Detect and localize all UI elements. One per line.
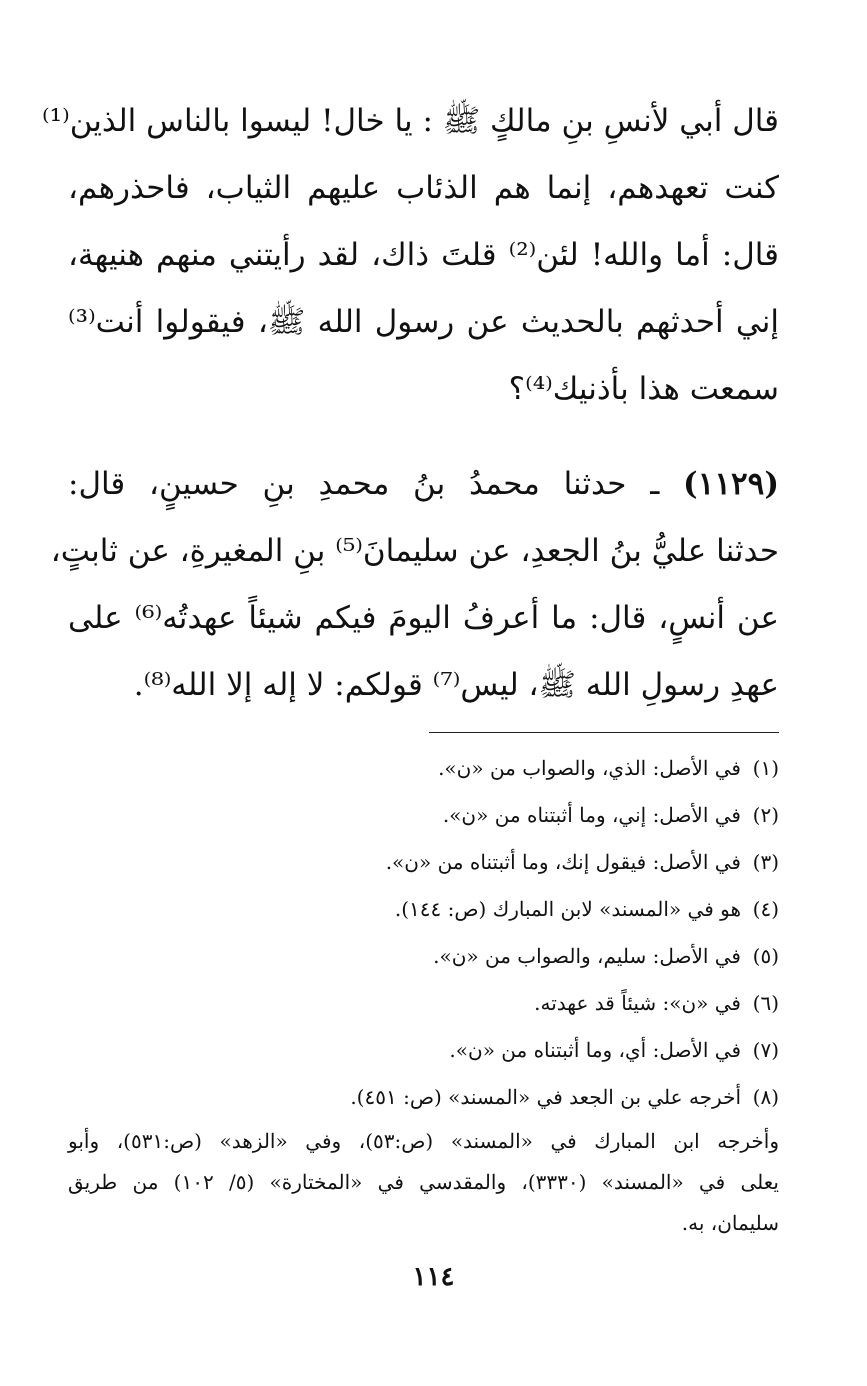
footnote-text: هو في «المسند» لابن المبارك (ص: ١٤٤). [394,897,741,921]
footnote-number: (٦) [752,991,779,1015]
footnote [68,745,779,792]
footnote-number: (٢) [752,803,779,827]
text-line: كنت تعهدهم، إنما هم الذئاب عليهم الثياب، فاحذرهم، [68,170,779,206]
hadith-number: (١١٢٩) [683,466,779,502]
text-line: سمعت هذا بأذنيك⁽⁴⁾؟ [508,371,779,407]
footnote-number: (٥) [752,944,779,968]
text-line: حدثنا عليُّ بنُ الجعدِ، عن سليمانَ⁽⁵⁾ بنِ المغيرةِ، عن ثابتٍ، [50,533,779,569]
footnote-text: في الأصل: سليم، والصواب من «ن». [433,944,741,968]
footnote-text: في «ن»: شيئاً قد عهدته. [534,991,741,1015]
footnote-text: في الأصل: الذي، والصواب من «ن». [438,756,741,780]
footnote-text: في الأصل: أي، وما أثبتناه من «ن». [449,1038,741,1062]
footnote-number: (٧) [752,1038,779,1062]
footnote-text: أخرجه علي بن الجعد في «المسند» (ص: ٤٥١). [350,1085,741,1109]
footnote-number: (١) [752,756,779,780]
text-line: قال أبي لأنسِ بنِ مالكٍ ﷺ : يا خال! ليسوا بالناس الذين⁽¹⁾ [42,103,779,139]
footnote-number: (٤) [752,897,779,921]
hadith-heading-line [68,451,779,518]
hadith-heading-text: ـ حدثنا محمدُ بنُ محمدِ بنِ حسينٍ، قال: [68,466,660,502]
footnote [68,1027,779,1074]
footnote [68,1074,779,1121]
footnote [68,980,779,1027]
main-text [42,88,779,719]
page-number: ١١٤ [412,1262,455,1292]
footnote-number: (٨) [752,1085,779,1109]
footnote-text: في الأصل: إني، وما أثبتناه من «ن». [442,803,741,827]
footnote-number: (٣) [752,850,779,874]
text-line: عهدِ رسولِ الله ﷺ، ليس⁽⁷⁾ قولكم: لا إله إلا الله⁽⁸⁾. [133,667,779,703]
text-line: إني أحدثهم بالحديث عن رسول الله ﷺ، فيقولوا أنت⁽³⁾ [68,304,779,340]
footnotes [68,745,779,1244]
footnote [68,886,779,933]
footnote-divider [429,732,779,733]
text-line: عن أنسٍ، قال: ما أعرفُ اليومَ فيكم شيئاً عهدتُه⁽⁶⁾ على [68,600,779,636]
footnote-text: في الأصل: فيقول إنك، وما أثبتناه من «ن». [385,850,741,874]
footnote-continuation: يعلى في «المسند» (٣٣٣٠)، والمقدسي في «المختارة» (٥/ ١٠٢) من طريق [68,1170,779,1194]
text-line: قال: أما والله! لئن⁽²⁾ قلتَ ذاك، لقد رأيتني منهم هنيهة، [68,237,779,273]
footnote [68,839,779,886]
footnote-continuation: سليمان، به. [681,1211,779,1235]
footnote-continuation: وأخرجه ابن المبارك في «المسند» (ص:٥٣)، وفي «الزهد» (ص:٥٣١)، وأبو [68,1129,779,1153]
footnote [68,792,779,839]
footnote [68,933,779,980]
